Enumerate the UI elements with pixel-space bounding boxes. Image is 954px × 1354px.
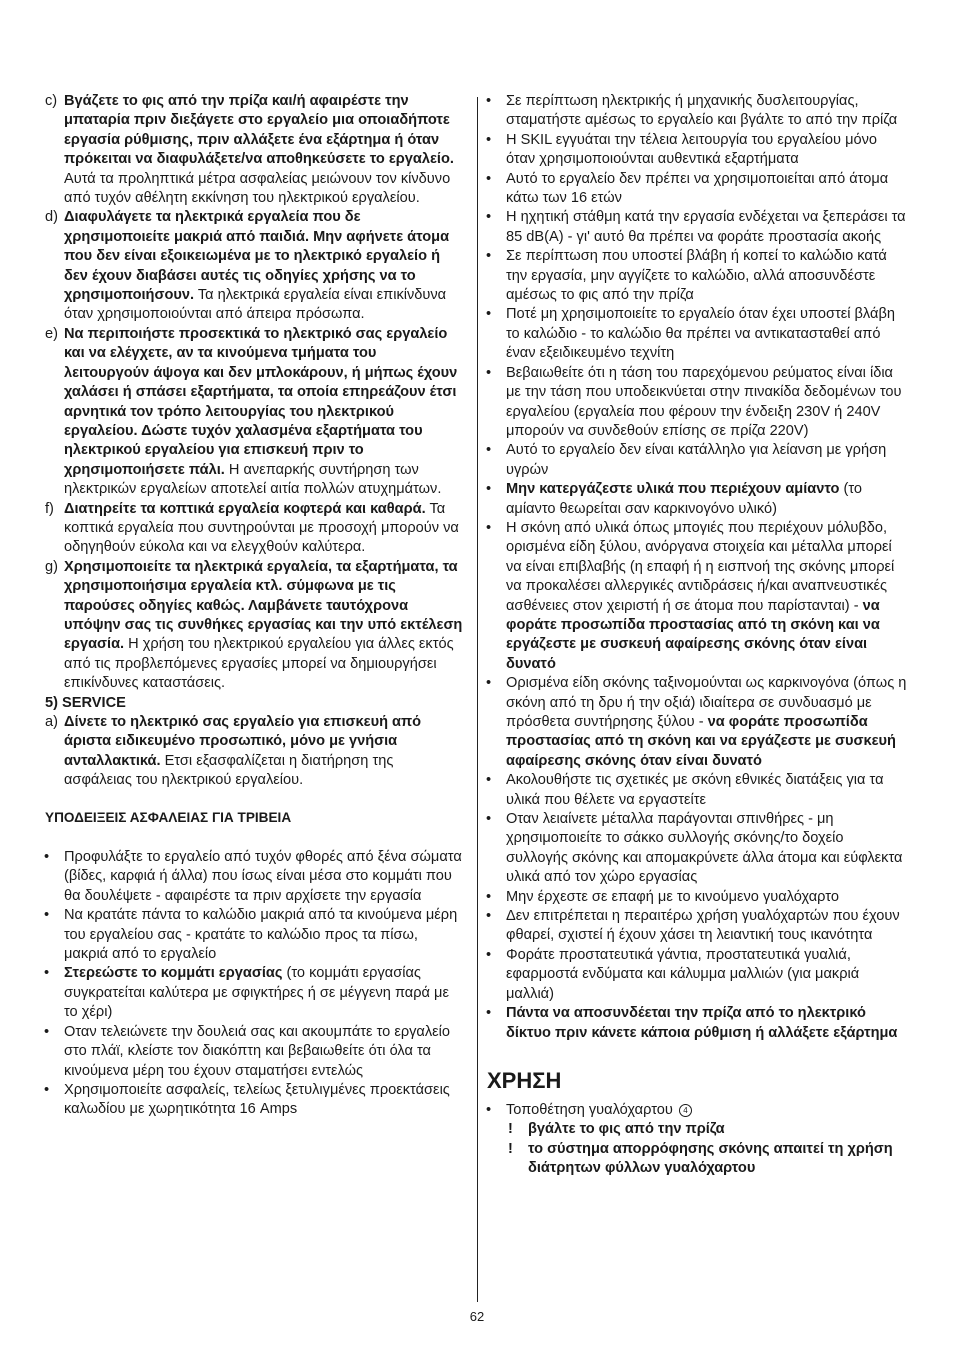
bullet-text: Φοράτε προστατευτικά γάντια, προστατευτικά γυαλιά, εφαρμοστά ενδύματα και κάλυμμα μαλλιών (για μακριά μαλλιά) [506, 946, 860, 1002]
left-bullet-item [45, 906, 465, 964]
right-bullet-item [487, 888, 909, 907]
bullet-marker: • [486, 519, 492, 536]
bullet-marker: • [44, 849, 50, 866]
bullet-marker: • [44, 1023, 50, 1040]
right-bullet-item [487, 208, 909, 247]
item-bold-text: Διαφυλάγετε τα ηλεκτρικά εργαλεία που δε χρησιμοποιείτε μακριά από παιδιά. Μην αφήνετε άτομα που δεν είναι εξοικειωμένα με το ηλεκτρικό εργαλείο ή δεν έχουν διαβάσει αυτές τις οδηγίες χρήσης να το χρησιμοποιήσουν. [64, 209, 450, 304]
lettered-item [45, 558, 465, 694]
bullet-marker: • [486, 888, 492, 905]
bullet-text: Ποτέ μη χρησιμοποιείτε το εργαλείο όταν έχει υποστεί βλάβη το καλώδιο - το καλώδιο θα πρέπει να αντικατασταθεί από έναν εξειδικευμένο τεχνίτη [506, 306, 895, 362]
item-text: Η ανεπαρκής συντήρηση των ηλεκτρικών εργαλείων αποτελεί αιτία πολλών ατυχημάτων. [64, 461, 442, 498]
right-bullet-item [487, 170, 909, 209]
bullet-marker: • [486, 364, 492, 381]
bullet-marker: • [486, 481, 492, 498]
bullet-text: (το αμίαντο θεωρείται σαν καρκινογόνο υλικό) [506, 481, 862, 517]
bullet-text: Σε περίπτωση ηλεκτρικής ή μηχανικής δυσλειτουργίας, σταματήστε αμέσως το εργαλείο και βγάλτε το από την πρίζα [506, 93, 898, 129]
bullet-marker: • [44, 907, 50, 924]
figure-reference-badge: 4 [679, 1104, 692, 1117]
bullet-marker: • [486, 946, 492, 963]
right-bullet-item [487, 674, 909, 771]
item-letter: g) [45, 558, 58, 575]
bullet-text: Βεβαιωθείτε ότι η τάση του παρεχόμενου ρεύματος είναι ίδια με την τάση που υποδεικνύεται στην πινακίδα δεδομένων του εργαλείου (εργαλεία που φέρουν την ένδειξη 230V ή 240V μπορούν να συνδεθούν επίσης σε πρίζα 220V) [506, 364, 902, 439]
left-bullet-item [45, 1081, 465, 1120]
lettered-list [45, 92, 465, 694]
bullet-text: Η ηχητική στάθμη κατά την εργασία ενδέχεται να ξεπεράσει τα 85 dB(A) - γι' αυτό θα πρέπει να φοράτε προστασία ακοής [506, 209, 906, 245]
item-text: Ετσι εξασφαλίζεται η διατήρηση της ασφάλειας του ηλεκτρικού εργαλείου. [64, 752, 394, 789]
lettered-item [45, 208, 465, 324]
left-column [45, 92, 465, 1120]
bullet-marker: • [44, 965, 50, 982]
section-heading: ΥΠΟΔΕΙΞΕΙΣ ΑΣΦΑΛΕΙΑΣ ΓΙΑ ΤΡΙΒΕΙΑ [45, 809, 292, 825]
bullet-bold-text: Πάντα να αποσυνδέεται την πρίζα από το ηλεκτρικό δίκτυο πριν κάνετε κάποια ρύθμιση ή αλλάξετε εξάρτημα [506, 1005, 898, 1041]
right-bullet-item [487, 92, 909, 131]
column-divider [477, 97, 478, 1302]
service-list [45, 713, 465, 791]
right-bullet-item [487, 441, 909, 480]
page-number: 62 [469, 1309, 485, 1324]
caution-text: βγάλτε το φις από την πρίζα [528, 1121, 725, 1138]
bullet-bold-text: να φοράτε προσωπίδα προστασίας από τη σκόνη και να εργάζεστε με συσκευή αφαίρεσης σκόνης όταν είναι δυνατό [506, 597, 880, 672]
bullet-marker: • [486, 131, 492, 148]
bullet-text: Ακολουθήστε τις σχετικές με σκόνη εθνικές διατάξεις για τα υλικά που θέλετε να εργαστείτε [506, 772, 884, 808]
right-bullet-item [487, 480, 909, 519]
bullet-marker: • [486, 209, 492, 226]
bullet-text: Η SKIL εγγυάται την τέλεια λειτουργία του εργαλείου μόνο όταν χρησιμοποιούνται αυθεντικά εξαρτήματα [506, 131, 878, 168]
bullet-text: (το κομμάτι εργασίας συγκρατείται καλύτερα με σφιγκτήρες ή σε μέγγενη παρά με το χέρι) [64, 965, 449, 1021]
right-bullet-item [487, 519, 909, 674]
left-bullet-item [45, 964, 465, 1022]
bullet-text: Οταν τελειώνετε την δουλειά σας και ακουμπάτε το εργαλείο στο πλάϊ, κλείστε τον διακόπτη και βεβαιωθείτε ότι όλα τα κινούμενα μέρη του έχουν σταματήσει εντελώς [64, 1023, 451, 1079]
bullet-marker: • [486, 1005, 492, 1022]
item-text: Τα κοπτικά εργαλεία που συντηρούνται με προσοχή μπορούν να οδηγηθούν εύκολα και να ελεγχθούν καλύτερα. [64, 500, 459, 556]
service-item [45, 713, 465, 791]
bullet-bold-text: να φοράτε προσωπίδα προστασίας από τη σκόνη και να εργάζεστε με συσκευή αφαίρεσης σκόνης όταν είναι δυνατό [506, 714, 896, 769]
item-text: Τα ηλεκτρικά εργαλεία είναι επικίνδυνα όταν χρησιμοποιούνται από άπειρα πρόσωπα. [64, 287, 447, 323]
bullet-text: Μην έρχεστε σε επαφή με το κινούμενο γυαλόχαρτο [506, 888, 839, 905]
bullet-text: Αυτό το εργαλείο δεν είναι κατάλληλο για λείανση με γρήση υγρών [506, 442, 887, 478]
bullet-marker: • [486, 442, 492, 459]
bullet-text: Χρησιμοποιείτε ασφαλείς, τελείως ξετυλιγμένες προεκτάσεις καλωδίου με χωρητικότητα 16 Amps [64, 1081, 450, 1118]
bullet-text: Η σκόνη από υλικά όπως μπογιές που περιέχουν μόλυβδο, ορισμένα είδη ξύλου, ανόργανα στοιχεία και μέταλλα μπορεί να είναι επιβλαβής (η επαφή ή η εισπνοή της σκόνης μπορεί να προκαλέσει αλλεργικές αντιδράσεις ή/και αναπνευστικές ασθένειες στον χειριστή ή σε άτομα που παρίστανται) - [506, 519, 895, 614]
bullet-marker: • [486, 675, 492, 692]
bullet-marker: • [486, 248, 492, 265]
lettered-item [45, 325, 465, 500]
right-bullet-item [487, 946, 909, 1004]
bullet-marker: • [486, 170, 492, 187]
right-bullet-item [487, 1004, 909, 1043]
item-letter: a) [45, 714, 58, 730]
exclamation-marker: ! [508, 1121, 513, 1138]
bullet-text: Οταν λειαίνετε μέταλλα παράγονται σπινθήρες - μη χρησιμοποιείτε το σάκκο συλλογής σκόνης/το δοχείο συλλογής σκόνης και απομακρύνετε άλλα άτομα και εύφλεκτα υλικά από τον χώρο εργασίας [506, 811, 903, 886]
item-letter: e) [45, 325, 58, 342]
bullet-marker: • [486, 908, 492, 925]
right-bullet-item [487, 247, 909, 305]
right-bullet-item [487, 810, 909, 888]
bullet-marker: • [486, 93, 492, 109]
caution-item [487, 1140, 909, 1179]
caution-list [487, 1120, 909, 1178]
usage-bullet-text: Τοποθέτηση γυαλόχαρτου [506, 1101, 673, 1118]
right-column [487, 92, 909, 1179]
item-letter: c) [45, 93, 58, 109]
item-bold-text: Διατηρείτε τα κοπτικά εργαλεία κοφτερά και καθαρά. [64, 500, 426, 517]
item-letter: d) [45, 209, 58, 226]
usage-heading: ΧΡΗΣΗ [487, 1067, 562, 1093]
right-bullet-item [487, 771, 909, 810]
caution-item [487, 1120, 909, 1139]
usage-bullet [487, 1101, 909, 1120]
bullet-marker: • [486, 1101, 492, 1118]
bullet-text: Αυτό το εργαλείο δεν πρέπει να χρησιμοποιείται από άτομα κάτω των 16 ετών [506, 170, 889, 207]
bullet-marker: • [44, 1081, 50, 1098]
bullet-marker: • [486, 811, 492, 828]
bullet-bold-text: Στερεώστε το κομμάτι εργασίας [64, 965, 283, 982]
exclamation-marker: ! [508, 1140, 513, 1157]
item-bold-text: Βγάζετε το φις από την πρίζα και/ή αφαιρέστε την μπαταρία πριν διεξάγετε στο εργαλείο μια οποιαδήποτε εργασία ρύθμισης, πριν αλλάξετε ένα εξάρτημα ή όταν πρόκειται να διαφυλάξετε/να αποθηκεύσετε το εργαλείο. [64, 93, 454, 168]
bullet-text: Σε περίπτωση που υποστεί βλάβη ή κοπεί το καλώδιο κατά την εργασία, μην αγγίζετε το καλώδιο, αλλά αποσυνδέστε αμέσως το φις από την πρίζα [506, 248, 887, 304]
item-bold-text: Χρησιμοποιείτε τα ηλεκτρικά εργαλεία, τα εξαρτήματα, τα χρησιμοποιήσιμα εργαλεία κτλ. σύμφωνα με τις παρούσες οδηγίες καθώς. Λαμβάνετε ταυτόχρονα υπόψην σας τις συνθήκες εργασίας και την υπό εκτέλεση εργασία. [64, 558, 463, 653]
right-bullet-list [487, 92, 909, 1043]
item-bold-text: Δίνετε το ηλεκτρικό σας εργαλείο για επισκευή από άριστα ειδικευμένο προσωπικό, μόνο με γνήσια ανταλλακτικά. [64, 714, 422, 769]
left-bullet-list [45, 848, 465, 1120]
bullet-text: Δεν επιτρέπεται η περαιτέρω χρήση γυαλόχαρτών που έχουν φθαρεί, σχιστεί ή έχουν χάσει τη λειαντική τους ικανότητα [506, 908, 900, 944]
bullet-text: Ορισμένα είδη σκόνης ταξινομούνται ως καρκινογόνα (όπως η σκόνη από τη δρυ ή την οξιά) ιδιαίτερα σε συνδυασμό με πρόσθετα συντήρησης ξύλου - [506, 675, 907, 730]
left-bullet-item [45, 1023, 465, 1081]
item-text: Η χρήση του ηλεκτρικού εργαλείου για άλλες εκτός από τις προβλεπόμενες εργασίες μπορεί να δημιουργήσει επικίνδυνες καταστάσεις. [64, 636, 454, 692]
lettered-item [45, 500, 465, 558]
caution-text: το σύστημα απορρόφησης σκόνης απαιτεί τη χρήση διάτρητων φύλλων γυαλόχαρτου [528, 1140, 893, 1177]
service-heading: 5) SERVICE [45, 694, 126, 711]
lettered-item [45, 92, 465, 208]
bullet-text: Προφυλάξτε το εργαλείο από τυχόν φθορές από ξένα σώματα (βίδες, καρφιά ή άλλα) που ίσως είναι μέσα στο κομμάτι που θα δουλέψετε - αφαιρέστε τα πριν αρχίσετε την εργασία [64, 849, 462, 904]
item-bold-text: Να περιποιήστε προσεκτικά το ηλεκτρικό σας εργαλείο και να ελέγχετε, αν τα κινούμενα τμήματα του λειτουργούν άψογα και δεν μπλοκάρουν, ή μήπως έχουν χαλάσει ή σπάσει εξαρτήματα, τα οποία επηρεάζουν έτσι αρνητικά τον τρόπο λειτουργίας του ηλεκτρικού εργαλείου. Δώστε τυχόν χαλασμένα εξαρτήματα του ηλεκτρικού εργαλείου για επισκευή πριν το χρησιμοποιήσετε πάλι. [64, 325, 458, 478]
bullet-text: Να κρατάτε πάντα το καλώδιο μακριά από τα κινούμενα μέρη του εργαλείου σας - κρατάτε το καλώδιο προς τα πίσω, μακριά από το εργαλείο [64, 907, 458, 963]
item-letter: f) [45, 500, 54, 517]
right-bullet-item [487, 305, 909, 363]
right-bullet-item [487, 131, 909, 170]
bullet-marker: • [486, 772, 492, 789]
right-bullet-item [487, 907, 909, 946]
right-bullet-item [487, 364, 909, 442]
bullet-marker: • [486, 306, 492, 323]
item-text: Αυτά τα προληπτικά μέτρα ασφαλείας μειώνουν τον κίνδυνο από τυχόν αθέλητη εκκίνηση του ηλεκτρικού εργαλείου. [64, 170, 451, 207]
left-bullet-item [45, 848, 465, 906]
bullet-bold-text: Μην κατεργάζεστε υλικά που περιέχουν αμίαντο [506, 481, 840, 498]
